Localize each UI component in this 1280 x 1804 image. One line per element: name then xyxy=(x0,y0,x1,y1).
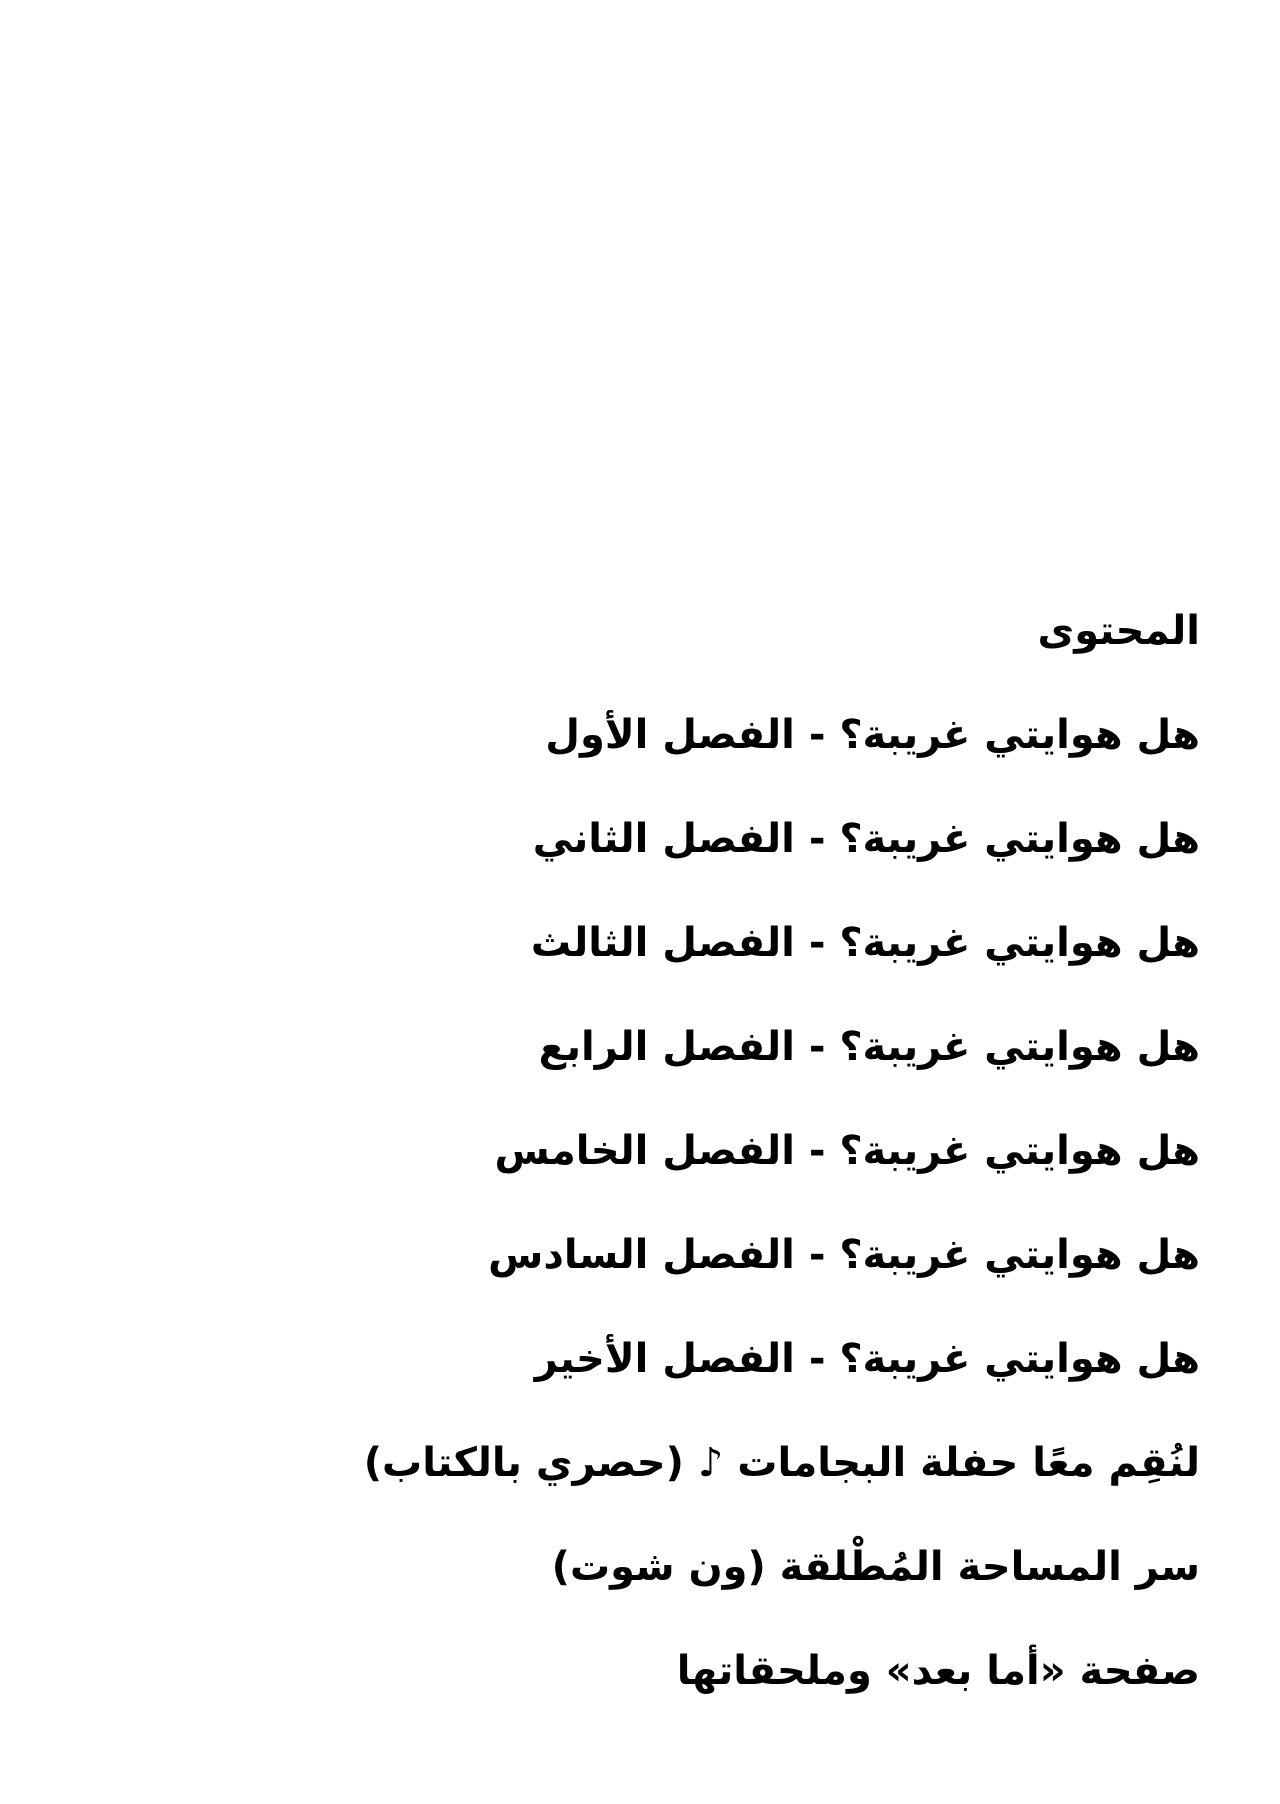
toc-list xyxy=(180,704,1200,1702)
toc-item-chapter-final[interactable]: هل هوايتي غريبة؟ - الفصل الأخير xyxy=(534,1336,1200,1382)
toc-item-one-shot[interactable]: سر المساحة المُطْلقة (ون شوت) xyxy=(551,1544,1200,1590)
toc-item-afterword[interactable]: صفحة «أما بعد» وملحقاتها xyxy=(676,1648,1200,1694)
table-of-contents xyxy=(180,600,1200,1702)
toc-item-chapter-6[interactable]: هل هوايتي غريبة؟ - الفصل السادس xyxy=(488,1232,1200,1278)
toc-item-chapter-4[interactable]: هل هوايتي غريبة؟ - الفصل الرابع xyxy=(538,1024,1200,1070)
toc-title: المحتوى xyxy=(1037,608,1200,654)
toc-item-chapter-2[interactable]: هل هوايتي غريبة؟ - الفصل الثاني xyxy=(532,816,1200,862)
toc-item-chapter-3[interactable]: هل هوايتي غريبة؟ - الفصل الثالث xyxy=(530,920,1200,966)
toc-item-chapter-1[interactable]: هل هوايتي غريبة؟ - الفصل الأول xyxy=(545,712,1200,758)
toc-item-chapter-5[interactable]: هل هوايتي غريبة؟ - الفصل الخامس xyxy=(494,1128,1200,1174)
toc-item-pajama-party-extra[interactable]: لنُقِم معًا حفلة البجامات ♪ (حصري بالكتاب) xyxy=(363,1440,1200,1486)
